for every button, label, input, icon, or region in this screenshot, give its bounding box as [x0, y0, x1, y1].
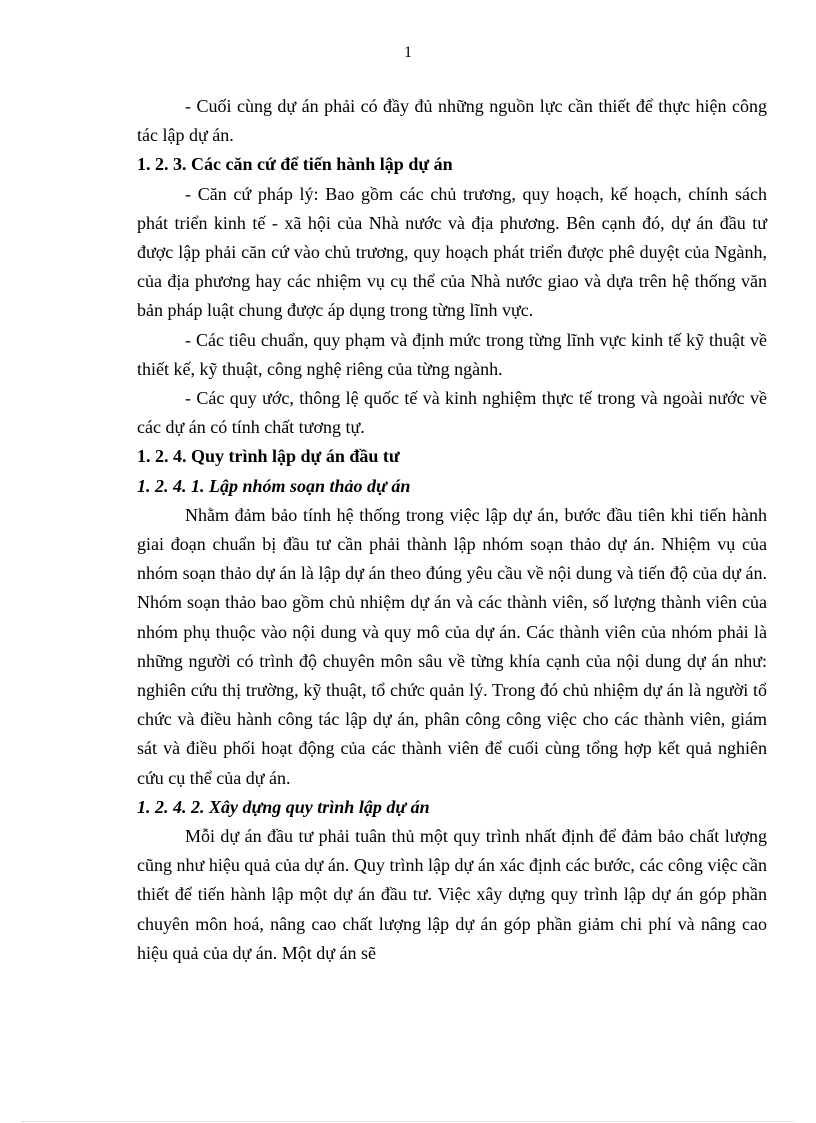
paragraph-standards: - Các tiêu chuẩn, quy phạm và định mức trong từng lĩnh vực kinh tế kỹ thuật về thiết kế, kỹ thuật, công nghệ riêng của từng ngành.	[137, 329, 767, 379]
paragraph-legal-basis: - Căn cứ pháp lý: Bao gồm các chủ trương, quy hoạch, kế hoạch, chính sách phát triển kinh tế - xã hội của Nhà nước và địa phương. Bên cạnh đó, dự án đầu tư được lập phải căn cứ vào chủ trương, quy hoạch phát triển được phê duyệt của Ngành, của địa phương hay các nhiệm vụ cụ thể của Nhà nước giao và dựa trên hệ thống văn bản pháp luật chung được áp dụng trong từng lĩnh vực.	[137, 183, 767, 321]
page-bottom-divider	[22, 1121, 794, 1122]
heading-1-2-4: 1. 2. 4. Quy trình lập dự án đầu tư	[137, 446, 400, 467]
paragraph-process: Mỗi dự án đầu tư phải tuân thủ một quy trình nhất định để đảm bảo chất lượng cũng như hiệu quả của dự án. Quy trình lập dự án xác định các bước, các công việc cần thiết để tiến hành lập một dự án đầu tư. Việc xây dựng quy trình lập dự án góp phần chuyên môn hoá, nâng cao chất lượng lập dự án góp phần giảm chi phí và nâng cao hiệu quả của dự án. Một dự án sẽ	[137, 826, 767, 963]
paragraph-resources: - Cuối cùng dự án phải có đầy đủ những nguồn lực cần thiết để thực hiện công tác lập dự án.	[137, 96, 767, 146]
document-body	[137, 92, 767, 968]
heading-1-2-3: 1. 2. 3. Các căn cứ để tiến hành lập dự án	[137, 154, 453, 175]
paragraph-drafting-team: Nhằm đảm bảo tính hệ thống trong việc lập dự án, bước đầu tiên khi tiến hành giai đoạn chuẩn bị đầu tư cần phải thành lập nhóm soạn thảo dự án. Nhiệm vụ của nhóm soạn thảo dự án là lập dự án theo đúng yêu cầu về nội dung và tiến độ của dự án. Nhóm soạn thảo bao gồm chủ nhiệm dự án và các thành viên, số lượng thành viên của nhóm phụ thuộc vào nội dung và quy mô của dự án. Các thành viên của nhóm phải là những người có trình độ chuyên môn sâu về từng khía cạnh của nội dung dự án như: nghiên cứu thị trường, kỹ thuật, tổ chức quản lý. Trong đó chủ nhiệm dự án là người tổ chức và điều hành công tác lập dự án, phân công công việc cho các thành viên, giám sát và điều phối hoạt động của các thành viên để cuối cùng tổng hợp kết quả nghiên cứu cụ thể của dự án.	[137, 504, 767, 788]
heading-1-2-4-2: 1. 2. 4. 2. Xây dựng quy trình lập dự án	[137, 796, 430, 817]
page-number: 1	[404, 44, 412, 61]
heading-1-2-4-1: 1. 2. 4. 1. Lập nhóm soạn thảo dự án	[137, 475, 411, 496]
paragraph-conventions: - Các quy ước, thông lệ quốc tế và kinh nghiệm thực tế trong và ngoài nước về các dự án có tính chất tương tự.	[137, 388, 767, 438]
